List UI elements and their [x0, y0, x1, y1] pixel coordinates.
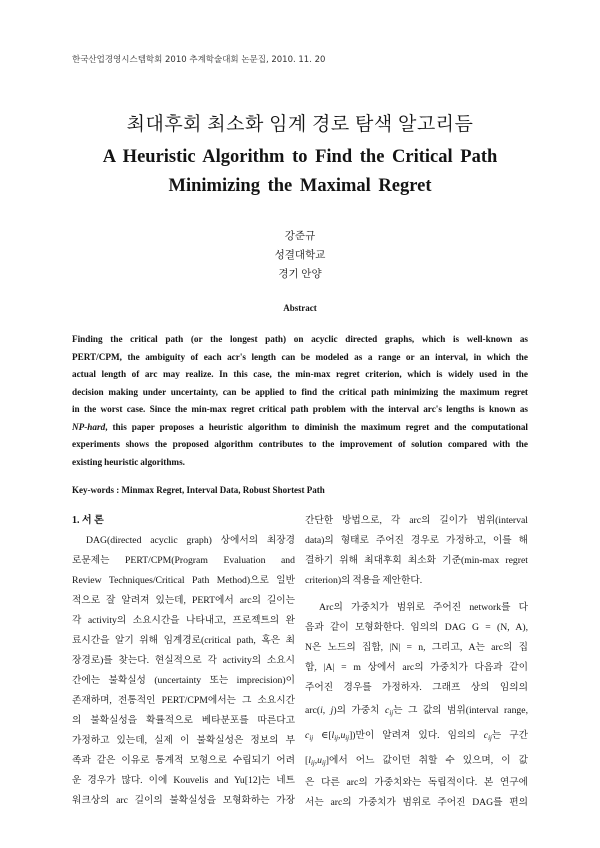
text-line — [305, 698, 528, 723]
italic-symbol: u — [317, 755, 322, 766]
text-line — [72, 349, 528, 367]
section-heading: 1. 서 론 — [72, 515, 104, 526]
text-line — [305, 531, 528, 551]
right-column — [305, 511, 528, 813]
text-line — [72, 791, 295, 811]
italic-symbol: u — [340, 730, 346, 741]
title-korean: 최대후회 최소화 임계 경로 탐색 알고리듬 — [126, 114, 474, 135]
text-line — [72, 771, 295, 791]
abstract-body — [72, 331, 528, 471]
text-line — [305, 793, 528, 813]
italic-symbol: NP-hard — [72, 421, 106, 432]
abstract-heading: Abstract — [283, 303, 317, 313]
text-run: , this paper proposes a heuristic algorithm to diminish the maximum regret and the computational — [105, 421, 528, 432]
text-line — [72, 419, 528, 437]
text-run: 는 그 값의 범위(interval range, — [393, 705, 528, 716]
text-line — [72, 611, 295, 631]
text-run: 결하기 위해 최대후회 최소화 기준(min-max regret — [305, 555, 528, 566]
text-run: 존재하며, 전통적인 PERT/CPM에서는 그 소요시간 — [72, 695, 295, 706]
text-line — [305, 598, 528, 618]
text-line — [72, 366, 528, 384]
text-run: DAG(directed acyclic graph) 상에서의 최장경 — [86, 535, 295, 546]
text-run: 료시간을 알기 위해 임계경로(critical path, 혹은 최 — [72, 635, 295, 646]
text-run: , — [338, 730, 341, 741]
italic-symbol: l — [308, 755, 311, 766]
subscript: ij — [488, 735, 492, 743]
text-run: data)의 형태로 주어진 경우로 가정하고, 이를 해 — [305, 535, 528, 546]
text-run: experiments shows the proposed algorithm contributes to the improvement of solution compared with the — [72, 439, 528, 449]
text-line — [72, 401, 528, 419]
text-run: 서는 arc의 가중치가 범위로 주어진 DAG를 편의 — [305, 797, 528, 808]
text-line — [72, 551, 295, 571]
subscript: ij — [321, 760, 326, 768]
text-run: 는 구간 — [491, 730, 528, 741]
text-run: [ — [305, 755, 309, 766]
text-line — [305, 658, 528, 678]
text-run: 합, |A| = m 상에서 arc의 가중치가 다음과 같이 — [305, 662, 528, 673]
text-line — [72, 671, 295, 691]
text-line — [72, 691, 295, 711]
text-line — [305, 748, 528, 773]
paragraph — [305, 511, 528, 591]
text-run: ])만이 알려져 있다. 임의의 — [349, 730, 484, 741]
running-head: 한국산업경영시스템학회 2010 추계학술대회 논문집, 2010. 11. 20 — [72, 55, 326, 65]
text-line — [72, 531, 295, 551]
text-line — [305, 618, 528, 638]
text-run: arc( — [305, 705, 321, 716]
text-run: 의 불확실성을 확률적으로 베타분포를 따른다고 — [72, 715, 295, 726]
text-run: criterion)의 적용을 제안한다. — [305, 575, 423, 586]
text-run: in the worst case. Since the min-max regret critical path problem with the interval arc's lengths is known as — [72, 404, 528, 414]
text-run: 가정하고 있는데, 실제 이 불확실성은 정보의 부 — [72, 735, 295, 746]
text-run: 족과 같은 이유로 통계적 모형으로 수립되기 어려 — [72, 755, 295, 766]
text-run: Finding the critical path (or the longest path) on acyclic directed graphs, which is well-known as — [72, 334, 528, 344]
text-run: 주어진 경우를 가정하자. 그래프 상의 임의의 — [305, 682, 528, 693]
text-run: ∈[ — [313, 730, 332, 741]
text-line — [72, 651, 295, 671]
text-run: 워크상의 arc 길이의 불확실성을 모형화하는 가장 — [72, 795, 295, 806]
italic-symbol: c — [305, 730, 310, 741]
subscript: ij — [310, 760, 315, 768]
text-line — [72, 731, 295, 751]
italic-symbol: i, j — [320, 705, 334, 716]
title-english-line1: A Heuristic Algorithm to Find the Critical Path — [102, 147, 498, 167]
text-line — [72, 454, 528, 472]
text-run: 운 경우가 많다. 이에 Kouvelis and Yu[12]는 네트 — [72, 775, 295, 786]
left-column-text — [72, 531, 295, 811]
text-run: 적으로 잘 알려져 있는데, PERT에서 arc의 길이는 — [72, 595, 295, 606]
keywords: Key-words : Minmax Regret, Interval Data, Robust Shortest Path — [72, 485, 325, 495]
italic-symbol: c — [483, 730, 489, 741]
text-run: 로문제는 PERT/CPM(Program Evaluation and — [72, 555, 295, 566]
text-run: decision making under uncertainty, can be applied to find the critical path minimizing the maximum regret — [72, 386, 528, 397]
text-line — [305, 551, 528, 571]
text-run: existing heuristic algorithms. — [72, 456, 185, 467]
text-run: N은 노드의 집합, |N| = n, 그리고, A는 arc의 집 — [305, 642, 528, 653]
text-run: Review Techniques/Critical Path Method)으로 일반 — [72, 575, 295, 586]
text-line — [305, 511, 528, 531]
text-run: , — [314, 755, 318, 766]
text-line — [305, 773, 528, 793]
subscript: ij — [389, 710, 394, 718]
author-location: 경기 안양 — [278, 269, 322, 280]
text-line — [305, 678, 528, 698]
text-line — [72, 751, 295, 771]
text-run: )의 가중치 — [333, 705, 386, 716]
text-line — [72, 436, 528, 454]
text-run: 각 activity의 소요시간을 나타내고, 프로젝트의 완 — [72, 615, 295, 626]
text-line — [72, 571, 295, 591]
text-run: ]에서 어느 값이던 취할 수 있으며, 이 값 — [325, 755, 528, 766]
text-run: 음과 같이 모형화한다. 임의의 DAG G = (N, A), — [305, 622, 528, 633]
text-line — [72, 591, 295, 611]
author-affiliation: 성결대학교 — [274, 250, 326, 261]
text-line — [305, 723, 528, 748]
right-column-text — [305, 511, 528, 813]
paragraph — [72, 331, 528, 471]
subscript: ij — [309, 735, 314, 743]
left-column — [72, 511, 295, 811]
text-line — [72, 711, 295, 731]
text-run: 간에는 불확실성 (uncertainty 또는 imprecision)이 — [72, 675, 295, 686]
text-run: Arc의 가중치가 범위로 주어진 network를 다 — [319, 602, 528, 613]
text-line — [72, 331, 528, 349]
italic-symbol: c — [385, 705, 390, 716]
text-line — [305, 638, 528, 658]
title-english-line2: Minimizing the Maximal Regret — [168, 176, 432, 196]
text-line — [72, 384, 528, 402]
paragraph — [305, 598, 528, 813]
text-run: PERT/CPM, the ambiguity of each acr's length can be modeled as a range or an interval, in which the — [72, 351, 528, 362]
text-line — [305, 571, 528, 591]
paragraph — [72, 531, 295, 811]
subscript: ij — [334, 735, 339, 743]
text-line — [72, 631, 295, 651]
subscript: ij — [345, 735, 350, 743]
text-run: actual length of arc may realize. In this case, the min-max regret criterion, which is widely used in the — [72, 369, 528, 379]
italic-symbol: l — [331, 730, 335, 741]
text-run: 간단한 방법으로, 각 arc의 길이가 범위(interval — [305, 515, 528, 526]
author-name: 강준규 — [284, 231, 316, 242]
text-run: 장경로)를 찾는다. 현실적으로 각 activity의 소요시 — [72, 655, 295, 666]
text-run: 은 다른 arc의 가중치와는 독립적이다. 본 연구에 — [305, 777, 528, 788]
